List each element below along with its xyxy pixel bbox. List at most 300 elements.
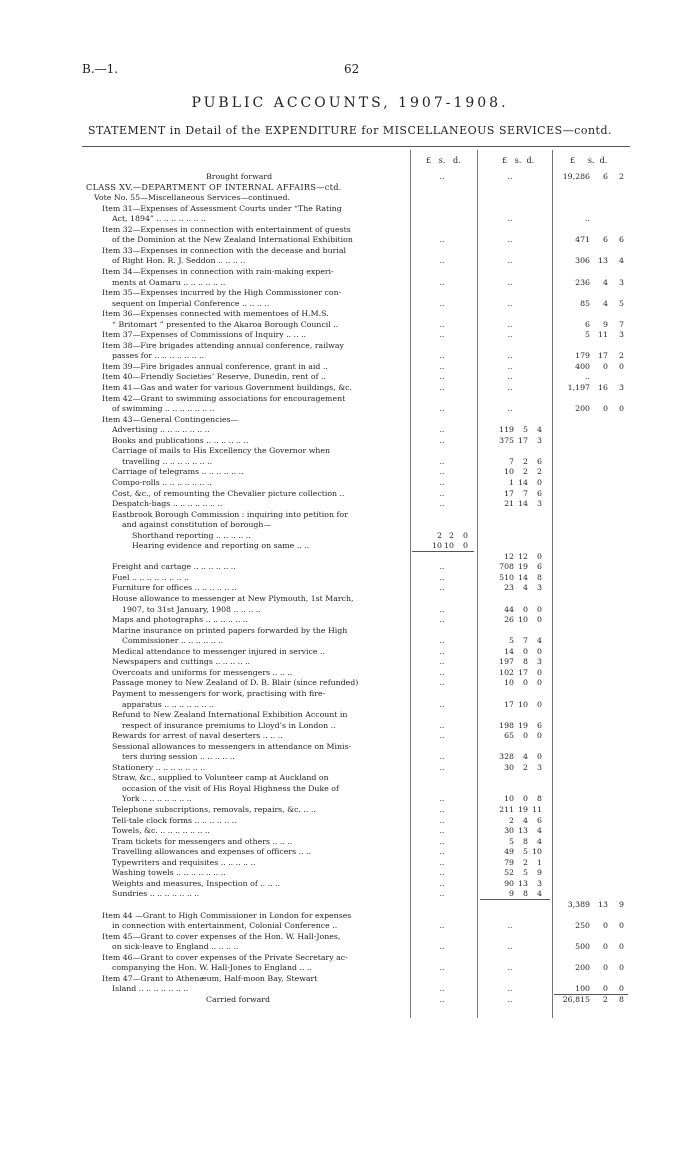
placeholder-dots: ..: [439, 499, 445, 509]
placeholder-dots: ..: [439, 361, 445, 371]
row-description: Island .. .. .. .. .. .. ..: [112, 984, 189, 994]
row-description: Marine insurance on printed papers forwarded by the High: [112, 625, 348, 635]
placeholder-dots: ..: [439, 720, 445, 730]
table-row: [82, 721, 630, 730]
table-row: [82, 900, 630, 909]
pence-value: 0: [537, 551, 542, 561]
table-row: [82, 710, 630, 719]
table-row: [82, 647, 630, 656]
table-row: [82, 351, 630, 360]
shillings-value: 13: [598, 256, 608, 266]
pence-value: 0: [537, 678, 542, 688]
pounds-value: 328: [499, 752, 514, 762]
amount-c2: [480, 478, 542, 487]
placeholder-dots: ..: [507, 172, 513, 181]
placeholder-dots: ..: [439, 699, 445, 709]
table-row: [82, 520, 630, 529]
amount-c2: [480, 467, 542, 476]
shillings-value: 2: [523, 857, 528, 867]
pence-value: 2: [537, 467, 542, 477]
placeholder-dots: ..: [439, 857, 445, 867]
amount-c2: [480, 847, 542, 856]
placeholder-dots: ..: [439, 752, 445, 762]
row-description: passes for .. .. .. .. .. .. ..: [112, 351, 205, 361]
shillings-value: 0: [603, 404, 608, 414]
pence-value: 0: [463, 541, 468, 551]
row-description: Hearing evidence and reporting on same .. ..: [132, 541, 310, 551]
placeholder-dots: ..: [507, 235, 513, 245]
placeholder-dots: ..: [507, 984, 513, 994]
table-row: [82, 246, 630, 255]
table-row: [82, 478, 630, 487]
table-row: [82, 657, 630, 666]
placeholder-dots: ..: [439, 794, 445, 804]
shillings-value: 14: [518, 477, 528, 487]
table-row: [82, 805, 630, 814]
shillings-value: 19: [518, 720, 528, 730]
table-row: [82, 984, 630, 993]
row-description: Washing towels .. .. .. .. .. .. ..: [112, 868, 226, 878]
row-description: Item 45—Grant to cover expenses of the Hon. W. Hall-Jones,: [102, 931, 341, 941]
pounds-value: 26,815: [562, 994, 590, 1004]
pence-value: 0: [537, 646, 542, 656]
pounds-value: 10: [504, 467, 514, 477]
col2-header: [502, 156, 552, 165]
placeholder-dots: ..: [507, 351, 513, 361]
document-reference: B.—1.: [82, 62, 119, 76]
placeholder-dots: ..: [439, 256, 445, 266]
placeholder-dots: ..: [439, 372, 445, 382]
amount-c3: [554, 278, 624, 287]
table-row: [82, 594, 630, 603]
amount-c2: [480, 583, 542, 592]
placeholder-dots: ..: [507, 277, 513, 287]
col1-header: [426, 156, 476, 165]
table-row: [82, 995, 630, 1004]
pence-value: 6: [537, 720, 542, 730]
row-description: Compo-rolls .. .. .. .. .. .. ..: [112, 477, 212, 487]
amount-c3: [554, 172, 624, 181]
table-row: [82, 583, 630, 592]
shillings-value: 0: [603, 361, 608, 371]
table-row: [82, 932, 630, 941]
shillings-value: 4: [523, 752, 528, 762]
pounds-value: ..: [585, 372, 590, 382]
amount-c2: [480, 562, 542, 571]
placeholder-dots: ..: [507, 330, 513, 340]
amount-c2: [480, 826, 542, 835]
shillings-value: 13: [518, 878, 528, 888]
table-row: [82, 372, 630, 381]
amount-c3: [554, 372, 590, 381]
amount-c2: [480, 858, 542, 867]
shillings-value: 0: [603, 942, 608, 952]
pence-value: 3: [537, 878, 542, 888]
col3-header: [570, 156, 628, 165]
table-row: [82, 489, 630, 498]
placeholder-dots: ..: [439, 425, 445, 435]
placeholder-dots: ..: [439, 815, 445, 825]
table-row: [82, 837, 630, 846]
table-row: [82, 605, 630, 614]
pounds-value: 6: [585, 319, 590, 329]
placeholder-dots: ..: [439, 805, 445, 814]
amount-c3: [554, 351, 624, 360]
row-description: Act, 1894” .. .. .. .. .. .. ..: [112, 214, 206, 224]
placeholder-dots: ..: [439, 351, 445, 361]
pounds-value: 30: [504, 826, 514, 836]
col3-shilling-label: s.: [587, 156, 595, 165]
shillings-value: 19: [518, 805, 528, 814]
pounds-value: 500: [575, 942, 590, 952]
table-row: [82, 615, 630, 624]
amount-c2: [480, 615, 542, 624]
row-description: Eastbrook Borough Commission : inquiring into petition for: [112, 509, 348, 519]
shillings-value: 4: [523, 815, 528, 825]
pence-value: 4: [619, 256, 624, 266]
pounds-value: 23: [504, 583, 514, 593]
shillings-value: 17: [598, 351, 608, 361]
row-description: 1907, to 31st January, 1908 .. .. .. ..: [122, 604, 261, 614]
table-row: [82, 383, 630, 392]
pounds-value: 30: [504, 762, 514, 772]
row-description: Tell-tale clock forms .. .. .. .. .. ..: [112, 815, 237, 825]
shillings-value: 9: [603, 319, 608, 329]
placeholder-dots: ..: [439, 298, 445, 308]
table-row: [82, 731, 630, 740]
row-description: Item 42—Grant to swimming associations for encouragement: [102, 393, 346, 403]
placeholder-dots: ..: [507, 214, 513, 224]
shillings-value: 10: [518, 699, 528, 709]
table-row: [82, 879, 630, 888]
pence-value: 0: [537, 731, 542, 741]
table-row: [82, 394, 630, 403]
pence-value: 2: [619, 172, 624, 181]
pounds-value: 1: [509, 477, 514, 487]
row-description: Despatch-bags .. .. .. .. .. .. ..: [112, 499, 223, 509]
row-description: Item 39—Fire brigades annual conference, grant in aid ..: [102, 361, 328, 371]
amount-c3: [554, 942, 624, 951]
table-row: [82, 562, 630, 571]
row-description: companying the Hon. W. Hall-Jones to England .. ..: [112, 963, 312, 973]
pounds-value: 375: [499, 435, 514, 445]
row-description: ments at Oamaru .. .. .. .. .. ..: [112, 277, 226, 287]
placeholder-dots: ..: [439, 868, 445, 878]
pence-value: 0: [463, 530, 468, 540]
placeholder-dots: ..: [439, 646, 445, 656]
row-description: Fuel .. .. .. .. .. .. .. ..: [112, 572, 190, 582]
table-row: [82, 541, 630, 550]
shillings-value: 2: [523, 456, 528, 466]
placeholder-dots: ..: [439, 921, 445, 931]
shillings-value: 14: [518, 572, 528, 582]
shillings-value: 8: [523, 657, 528, 667]
placeholder-dots: ..: [439, 984, 445, 994]
shillings-value: 2: [523, 762, 528, 772]
table-row: [82, 309, 630, 318]
row-description: Sundries .. .. .. .. .. .. ..: [112, 889, 200, 899]
row-description: Carried forward: [206, 994, 270, 1004]
pounds-value: 12: [504, 551, 514, 561]
pence-value: 0: [619, 921, 624, 931]
pounds-value: 17: [504, 488, 514, 498]
amount-c2: [480, 657, 542, 666]
table-row: [82, 752, 630, 761]
amount-c2: [480, 752, 542, 761]
table-row: [82, 573, 630, 582]
placeholder-dots: ..: [439, 615, 445, 625]
table-row: [82, 267, 630, 276]
pence-value: 6: [537, 488, 542, 498]
pounds-value: 5: [509, 836, 514, 846]
pounds-value: 471: [575, 235, 590, 245]
row-description: Item 43—General Contingencies—: [102, 414, 239, 424]
row-description: Item 44 —Grant to High Commissioner in London for expenses: [102, 910, 352, 920]
table-row: [82, 193, 630, 202]
row-description: Item 41—Gas and water for various Government buildings, &c.: [102, 383, 353, 392]
amount-c2: [480, 636, 542, 645]
row-description: ters during session .. .. .. .. ..: [122, 752, 235, 762]
col1-pence-label: d.: [453, 156, 461, 165]
shillings-value: 12: [518, 551, 528, 561]
table-row: [82, 889, 630, 898]
pounds-value: 250: [575, 921, 590, 931]
pence-value: 0: [619, 404, 624, 414]
table-row: [82, 457, 630, 466]
row-description: Carriage of telegrams .. .. .. .. .. ..: [112, 467, 244, 477]
row-description: Travelling allowances and expenses of officers .. ..: [112, 847, 311, 857]
pounds-value: 200: [575, 404, 590, 414]
pence-value: 7: [619, 319, 624, 329]
col2-pence-label: d.: [526, 156, 535, 165]
placeholder-dots: ..: [439, 477, 445, 487]
table-row: [82, 826, 630, 835]
placeholder-dots: ..: [507, 361, 513, 371]
shillings-value: 4: [603, 298, 608, 308]
row-description: Item 36—Expenses connected with mementoes of H.M.S.: [102, 309, 329, 319]
row-description: occasion of the visit of His Royal Highness the Duke of: [122, 783, 339, 793]
table-row: [82, 225, 630, 234]
placeholder-dots: ..: [439, 583, 445, 593]
row-description: Shorthand reporting .. .. .. .. ..: [132, 530, 251, 540]
pounds-value: 708: [499, 562, 514, 572]
amount-c3: [554, 256, 624, 265]
table-row: [82, 858, 630, 867]
placeholder-dots: ..: [439, 847, 445, 857]
pence-value: 3: [537, 583, 542, 593]
col1-pound-label: £: [426, 156, 432, 165]
placeholder-dots: ..: [507, 372, 513, 382]
pounds-value: 10: [432, 541, 442, 551]
shillings-value: 5: [523, 868, 528, 878]
table-row: [82, 689, 630, 698]
row-description: Carriage of mails to His Excellency the Governor when: [112, 446, 331, 456]
row-description: sequent on Imperial Conference .. .. .. ..: [112, 298, 270, 308]
table-row: [82, 204, 630, 213]
amount-c2: [480, 805, 542, 814]
table-row: [82, 510, 630, 519]
amount-c2: [480, 889, 542, 898]
row-description: of Right Hon. R. J. Seddon .. .. .. ..: [112, 256, 246, 266]
table-row: [82, 847, 630, 856]
table-row: [82, 415, 630, 424]
row-description: apparatus .. .. .. .. .. .. ..: [122, 699, 214, 709]
amount-c1: [412, 541, 468, 550]
shillings-value: 17: [518, 435, 528, 445]
pounds-value: 19,286: [562, 172, 590, 181]
pence-value: 3: [537, 499, 542, 509]
placeholder-dots: ..: [507, 298, 513, 308]
row-description: Item 37—Expenses of Commissions of Inquiry .. .. ..: [102, 330, 307, 340]
table-row: [82, 942, 630, 951]
pence-value: 8: [537, 794, 542, 804]
shillings-value: 0: [603, 984, 608, 994]
pence-value: 8: [537, 572, 542, 582]
table-row: [82, 763, 630, 772]
row-description: York .. .. .. .. .. .. ..: [122, 794, 192, 804]
placeholder-dots: ..: [439, 277, 445, 287]
pence-value: 3: [537, 435, 542, 445]
row-description: Passage money to New Zealand of D. B. Blair (since refunded): [112, 678, 359, 688]
placeholder-dots: ..: [439, 963, 445, 973]
pence-value: 0: [619, 963, 624, 973]
row-description: Maps and photographs .. .. .. .. .. ..: [112, 615, 248, 625]
row-description: Item 40—Friendly Societies’ Reserve, Dunedin, rent of ..: [102, 372, 326, 382]
amount-c2: [480, 605, 542, 614]
pounds-value: 198: [499, 720, 514, 730]
placeholder-dots: ..: [507, 921, 513, 931]
table-row: [82, 668, 630, 677]
shillings-value: 19: [518, 562, 528, 572]
row-description: House allowance to messenger at New Plymouth, 1st March,: [112, 594, 354, 603]
pounds-value: 102: [499, 667, 514, 677]
shillings-value: 0: [603, 921, 608, 931]
row-description: Item 31—Expenses of Assessment Courts under “The Rating: [102, 203, 342, 213]
row-description: Vote No. 55—Miscellaneous Services—continued.: [94, 193, 291, 203]
pounds-value: 79: [504, 857, 514, 867]
placeholder-dots: ..: [439, 404, 445, 414]
table-row: [82, 784, 630, 793]
amount-c3: [554, 214, 590, 223]
placeholder-dots: ..: [439, 836, 445, 846]
amount-c2: [480, 731, 542, 740]
placeholder-dots: ..: [507, 319, 513, 329]
amount-c3: [554, 235, 624, 244]
placeholder-dots: ..: [439, 667, 445, 677]
pounds-value: 52: [504, 868, 514, 878]
pounds-value: 90: [504, 878, 514, 888]
pence-value: 9: [537, 868, 542, 878]
pence-value: 9: [619, 899, 624, 909]
pence-value: 0: [537, 477, 542, 487]
shillings-value: 4: [523, 583, 528, 593]
amount-c2: [480, 868, 542, 877]
row-description: in connection with entertainment, Colonial Conference ..: [112, 921, 338, 931]
table-top-rule: [82, 146, 630, 147]
pounds-value: 49: [504, 847, 514, 857]
amount-c2: [480, 794, 542, 803]
shillings-value: 0: [523, 731, 528, 741]
amount-c2: [480, 573, 542, 582]
pence-value: 0: [619, 984, 624, 994]
amount-c2: [480, 647, 542, 656]
table-row: [82, 499, 630, 508]
placeholder-dots: ..: [439, 572, 445, 582]
shillings-value: 17: [518, 667, 528, 677]
pence-value: 0: [537, 752, 542, 762]
placeholder-dots: ..: [439, 562, 445, 572]
amount-c2: [480, 436, 542, 445]
amount-c2: [480, 499, 542, 508]
shillings-value: 0: [603, 963, 608, 973]
row-description: Medical attendance to messenger injured in service ..: [112, 646, 325, 656]
shillings-value: 2: [603, 994, 608, 1004]
placeholder-dots: ..: [439, 330, 445, 340]
pounds-value: 5: [509, 636, 514, 646]
row-description: Item 34—Expenses in connection with rain-making experi-: [102, 266, 334, 276]
pounds-value: 1,197: [567, 383, 590, 392]
pounds-value: 400: [575, 361, 590, 371]
placeholder-dots: ..: [439, 456, 445, 466]
shillings-value: 5: [523, 847, 528, 857]
row-description: Weights and measures, Inspection of .. .. ..: [112, 878, 281, 888]
placeholder-dots: ..: [439, 488, 445, 498]
pence-value: 3: [619, 383, 624, 392]
placeholder-dots: ..: [439, 383, 445, 392]
expenditure-table: [82, 146, 630, 1021]
row-description: Commissioner .. .. .. .. .. ..: [122, 636, 224, 646]
row-description: of swimming .. .. .. .. .. .. ..: [112, 404, 215, 414]
amount-c2: [480, 721, 542, 730]
amount-c2: [480, 816, 542, 825]
pounds-value: 119: [499, 425, 514, 435]
table-row: [82, 868, 630, 877]
shillings-value: 8: [523, 889, 528, 899]
pounds-value: 10: [504, 794, 514, 804]
amount-c3: [554, 995, 624, 1004]
amount-c2: [480, 763, 542, 772]
col2-shilling-label: s.: [514, 156, 522, 165]
shillings-value: 6: [603, 235, 608, 245]
row-description: Item 38—Fire brigades attending annual conference, railway: [102, 340, 344, 350]
pence-value: 6: [619, 235, 624, 245]
table-row: [82, 446, 630, 455]
placeholder-dots: ..: [439, 235, 445, 245]
row-description: Overcoats and uniforms for messengers .. .. ..: [112, 667, 293, 677]
placeholder-dots: ..: [439, 878, 445, 888]
placeholder-dots: ..: [507, 404, 513, 414]
table-row: [82, 700, 630, 709]
pence-value: 4: [537, 889, 542, 899]
table-row: [82, 953, 630, 962]
amount-c3: [554, 383, 624, 392]
amount-c2: [480, 489, 542, 498]
placeholder-dots: ..: [439, 942, 445, 952]
pence-value: 3: [537, 657, 542, 667]
page-number: 62: [344, 62, 360, 76]
placeholder-dots: ..: [439, 636, 445, 646]
table-row: [82, 467, 630, 476]
amount-c2: [480, 837, 542, 846]
amount-c1: [412, 531, 468, 540]
row-description: of the Dominion at the New Zealand International Exhibition: [112, 235, 353, 245]
table-row: [82, 531, 630, 540]
pounds-value: 2: [437, 530, 442, 540]
table-row: [82, 320, 630, 329]
page-subtitle: STATEMENT in Detail of the EXPENDITURE for MISCELLANEOUS SERVICES—contd.: [88, 124, 612, 137]
shillings-value: 7: [523, 636, 528, 646]
row-description: Sessional allowances to messengers in attendance on Minis-: [112, 741, 352, 751]
